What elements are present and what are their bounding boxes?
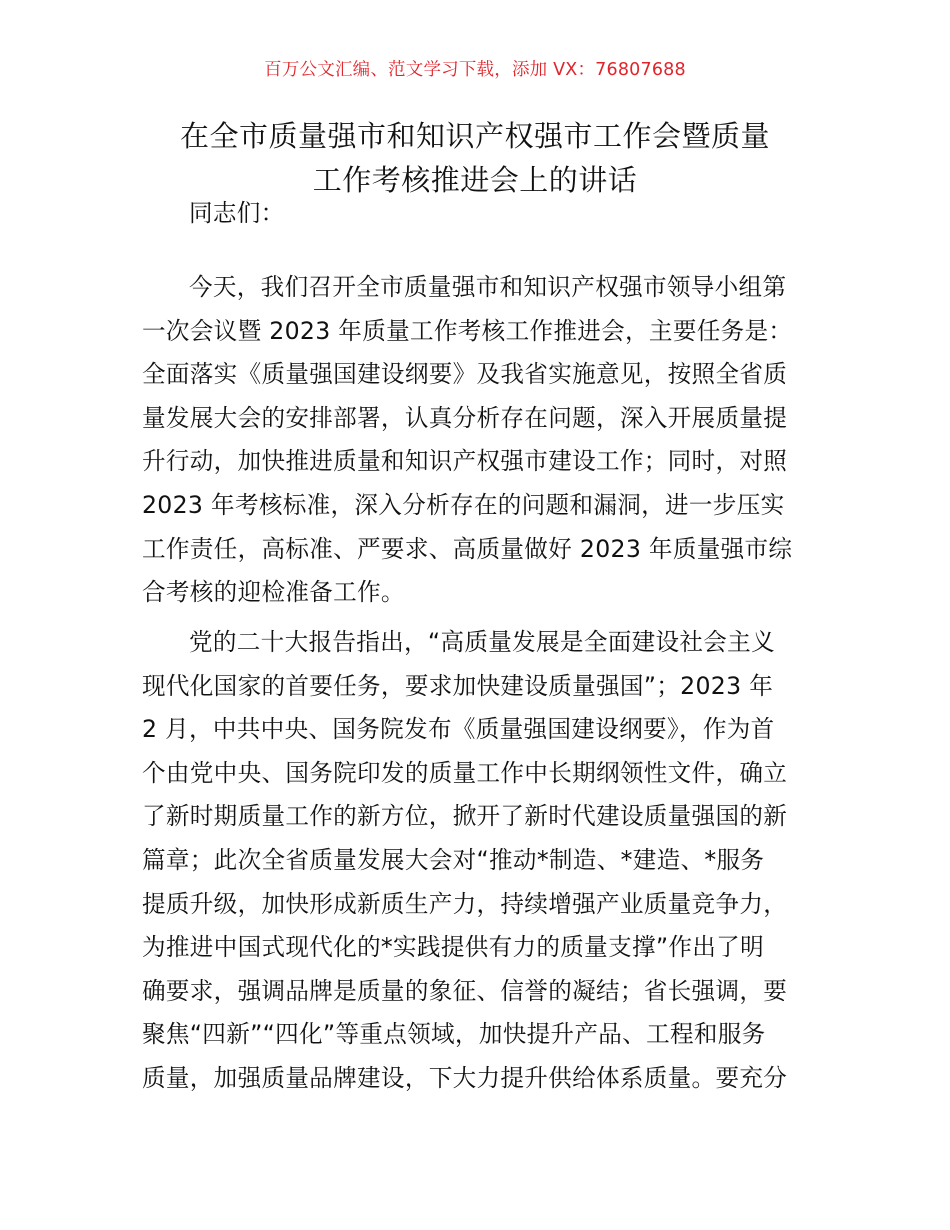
salutation: [142, 192, 814, 236]
paragraph-1-line: 合考核的迎检准备工作。: [142, 578, 405, 607]
salutation-text: 同志们：: [189, 199, 285, 227]
paragraph-1-line: 全面落实《质量强国建设纲要》及我省实施意见，按照全省质: [142, 360, 788, 389]
paragraph-1-line: 今天，我们召开全市质量强市和知识产权强市领导小组第: [189, 273, 787, 301]
title-line-1: 在全市质量强市和知识产权强市工作会暨质量: [179, 119, 770, 153]
paragraph-2-line: 为推进中国式现代化的*实践提供有力的质量支撑”作出了明: [142, 933, 764, 962]
document-title: [120, 114, 830, 202]
paragraph-1-line: 升行动，加快推进质量和知识产权强市建设工作；同时，对照: [142, 447, 788, 476]
paragraph-2-line: 2 月，中共中央、国务院发布《质量强国建设纲要》，作为首: [142, 715, 775, 744]
title-line-2: 工作考核推进会上的讲话: [312, 163, 638, 197]
paragraph-2-line: 质量，加强质量品牌建设，下大力提升供给体系质量。要充分: [142, 1063, 788, 1092]
paragraph-1-line: 一次会议暨 2023 年质量工作考核工作推进会，主要任务是：: [142, 316, 793, 345]
paragraph-2-line: 了新时期质量工作的新方位，掀开了新时代建设质量强国的新: [142, 802, 788, 831]
paragraph-2-line: 现代化国家的首要任务，要求加快建设质量强国”；2023 年: [142, 671, 774, 700]
paragraph-2-line: 篇章；此次全省质量发展大会对“推动*制造、*建造、*服务: [142, 845, 765, 874]
paragraph-2-line: 确要求，强调品牌是质量的象征、信誉的凝结；省长强调，要: [142, 976, 788, 1005]
paragraph-2-line: 提质升级，加快形成新质生产力，持续增强产业质量竞争力，: [142, 889, 788, 918]
paragraph-2: [142, 621, 814, 1101]
paragraph-2-line: 个由党中央、国务院印发的质量工作中长期纲领性文件，确立: [142, 758, 788, 787]
paragraph-2-line: 聚焦“四新”“四化”等重点领域，加快提升产品、工程和服务: [142, 1020, 766, 1049]
paragraph-1-line: 工作责任，高标准、严要求、高质量做好 2023 年质量强市综: [142, 534, 793, 563]
paragraph-2-line: 党的二十大报告指出，“高质量发展是全面建设社会主义: [189, 628, 775, 656]
watermark-header: 百万公文汇编、范文学习下载，添加 VX：76807688: [264, 60, 686, 80]
paragraph-1-line: 量发展大会的安排部署，认真分析存在问题，深入开展质量提: [142, 403, 788, 432]
paragraph-1: [142, 266, 814, 615]
paragraph-1-line: 2023 年考核标准，深入分析存在的问题和漏洞，进一步压实: [142, 490, 785, 519]
